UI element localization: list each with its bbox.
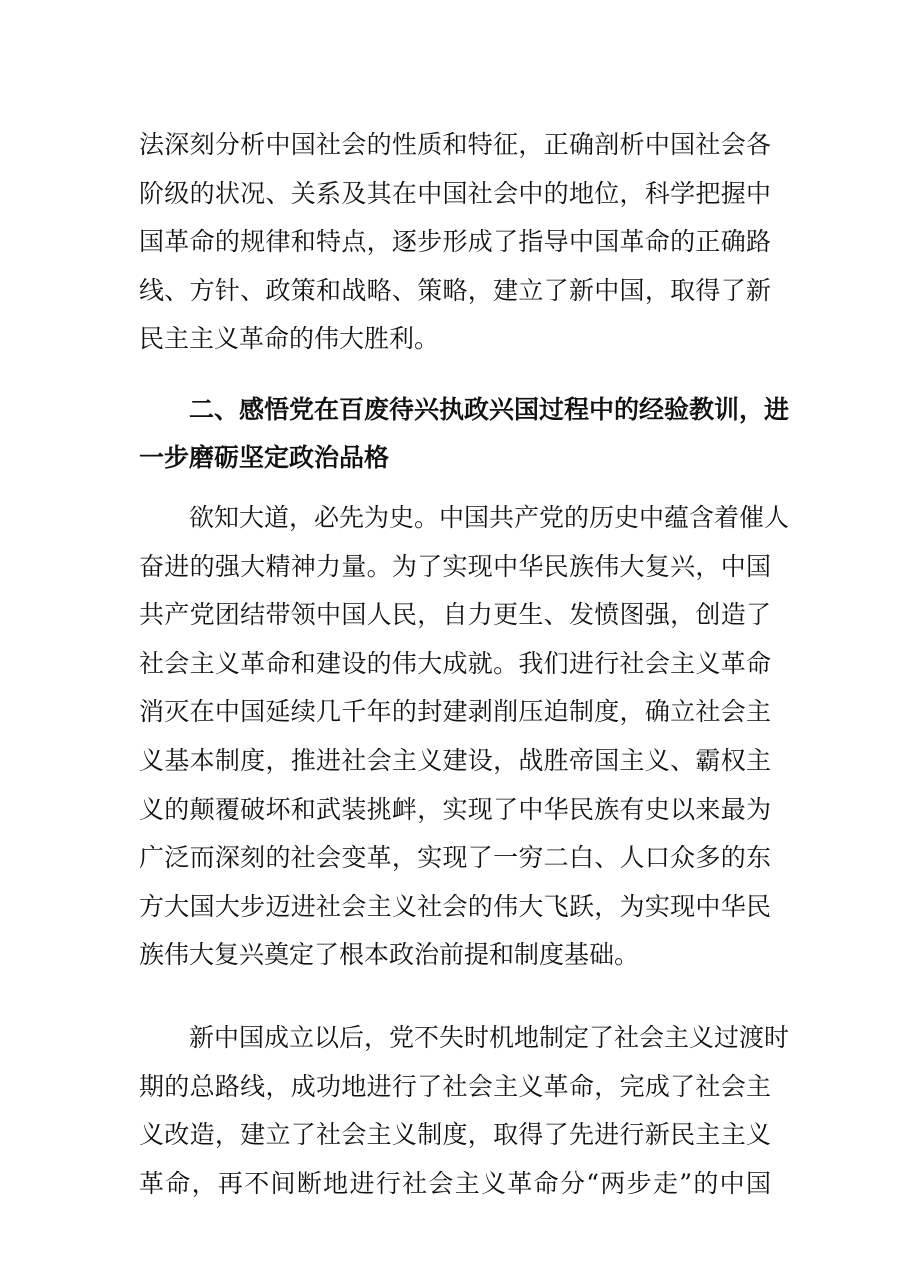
paragraph-1	[139, 121, 771, 364]
paragraph-line: 族伟大复兴奠定了根本政治前提和制度基础。	[139, 940, 640, 970]
paragraph-line: 阶级的状况、关系及其在中国社会中的地位，科学把握中	[139, 178, 771, 208]
paragraph-3	[139, 1014, 790, 1208]
paragraph-2	[139, 494, 790, 980]
paragraph-line: 欲知大道，必先为史。中国共产党的历史中蕴含着催人	[189, 503, 790, 532]
paragraph-line: 线、方针、政策和战略、策略，建立了新中国，取得了新	[139, 275, 771, 305]
paragraph-line: 方大国大步迈进社会主义社会的伟大飞跃，为实现中华民	[139, 891, 771, 921]
paragraph-line: 消灭在中国延续几千年的封建剥削压迫制度，确立社会主	[139, 697, 771, 727]
paragraph-line: 广泛而深刻的社会变革，实现了一穷二白、人口众多的东	[139, 843, 771, 873]
paragraph-line: 法深刻分析中国社会的性质和特征，正确剖析中国社会各	[139, 130, 771, 159]
paragraph-line: 社会主义革命和建设的伟大成就。我们进行社会主义革命	[139, 648, 771, 678]
heading-line: 二、感悟党在百废待兴执政兴国过程中的经验教训，进	[189, 395, 790, 424]
paragraph-line: 共产党团结带领中国人民，自力更生、发愤图强，创造了	[139, 600, 771, 630]
paragraph-line: 奋进的强大精神力量。为了实现中华民族伟大复兴，中国	[139, 551, 771, 581]
paragraph-line: 义的颠覆破坏和武装挑衅，实现了中华民族有史以来最为	[139, 794, 771, 824]
heading-line: 一步磨砺坚定政治品格	[139, 443, 390, 472]
paragraph-line: 国革命的规律和特点，逐步形成了指导中国革命的正确路	[139, 227, 771, 257]
paragraph-line: 革命，再不间断地进行社会主义革命分“两步走”的中国	[139, 1168, 771, 1198]
paragraph-line: 义改造，建立了社会主义制度，取得了先进行新民主主义	[139, 1120, 771, 1150]
section-heading	[139, 386, 790, 482]
paragraph-line: 新中国成立以后，党不失时机地制定了社会主义过渡时	[189, 1023, 790, 1052]
paragraph-line: 期的总路线，成功地进行了社会主义革命，完成了社会主	[139, 1071, 771, 1101]
paragraph-line: 义基本制度，推进社会主义建设，战胜帝国主义、霸权主	[139, 745, 771, 775]
paragraph-line: 民主主义革命的伟大胜利。	[139, 324, 440, 354]
